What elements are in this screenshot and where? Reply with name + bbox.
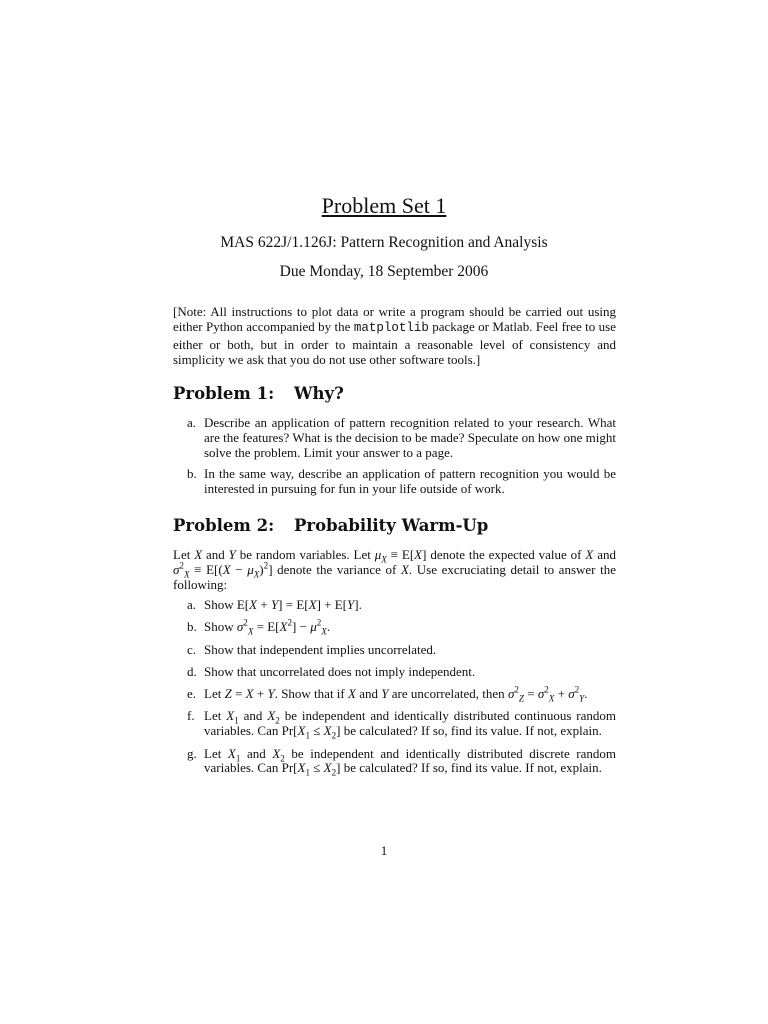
due-date: Due Monday, 18 September 2006 <box>279 263 489 280</box>
list-item <box>173 747 616 777</box>
list-item <box>173 467 616 497</box>
item-marker: b. <box>187 466 197 482</box>
item-text: Show E[X + Y] = E[X] + E[Y]. <box>204 597 362 612</box>
page-number: 1 <box>380 843 388 858</box>
item-text: Show that independent implies uncorrelated. <box>204 641 437 657</box>
problem-1-number: Problem 1: <box>173 384 275 403</box>
problem-1-heading <box>173 384 616 403</box>
note-code: matplotlib <box>353 321 429 336</box>
item-text: Show $\sigma^2_X = E[X^2] - \mu^2_X$. <box>204 617 331 637</box>
item-marker: a. <box>187 415 197 430</box>
problem-1-list <box>173 416 616 504</box>
item-text: Show that uncorrelated does not imply independent. <box>204 663 476 679</box>
list-item <box>173 416 616 460</box>
problem-2-list <box>173 598 616 784</box>
note-text-start: [Note: All instructions to plot data or write a program should be carried out using either Python accompanied by the <box>173 304 616 335</box>
list-item <box>173 598 616 613</box>
note-text-end: package or Matlab. Feel free to use either or both, but in order to maintain a reasonable level of consistency and simplicity we ask that you do not use other software tools.] <box>173 319 617 368</box>
item-marker: a. <box>187 597 197 612</box>
item-text: Let $X_1$ and $X_2$ be independent and identically distributed continuous random variables. Can $Pr[X_1 \le X_2]$ be calculated? If so, find its value. If not, explain. <box>204 708 616 741</box>
list-item <box>173 665 616 680</box>
course-subtitle: MAS 622J/1.126J: Pattern Recognition and Analysis <box>220 234 548 251</box>
problem-1-title: Why? <box>294 384 344 403</box>
list-item <box>173 617 616 637</box>
list-item <box>173 684 616 704</box>
item-marker: f. <box>187 708 195 724</box>
item-text: Let $X_1$ and $X_2$ be independent and identically distributed discrete random variables. Can $Pr[X_1 \le X_2]$ be calculated? If so, find its value. If not, explain. <box>204 745 617 778</box>
item-marker: c. <box>187 641 197 657</box>
problem-2-heading <box>173 516 616 535</box>
list-item <box>173 709 616 739</box>
item-text: Let Z = X + Y. Show that if X and Y are uncorrelated, then $\sigma^2_Z = \sigma^2_X + \sigma^2_Y$. <box>204 684 588 704</box>
problem-2-title: Probability Warm-Up <box>294 516 489 535</box>
item-marker: e. <box>187 686 197 702</box>
item-marker: b. <box>187 619 197 635</box>
document-title: Problem Set 1 <box>321 193 447 218</box>
problem-2-number: Problem 2: <box>173 516 275 535</box>
item-marker: d. <box>187 663 197 679</box>
item-text: In the same way, describe an application of pattern recognition you would be interested in pursuing for fun in your life outside of work. <box>204 466 616 497</box>
instructions-note <box>173 304 616 368</box>
problem-2-intro: Let X and Y be random variables. Let $\mu_X \equiv E[X]$ denote the expected value of X and $\sigma^2_X \equiv E[(X - \mu_X)^2]$ denote the variance of X. Use excruciating detail to answer the following: <box>173 547 616 592</box>
item-marker: g. <box>187 745 197 761</box>
list-item <box>173 643 616 658</box>
item-text: Describe an application of pattern recognition related to your research. What are the features? What is the decision to be made? Speculate on how one might solve the problem. Limit your answer to a page. <box>204 415 616 460</box>
